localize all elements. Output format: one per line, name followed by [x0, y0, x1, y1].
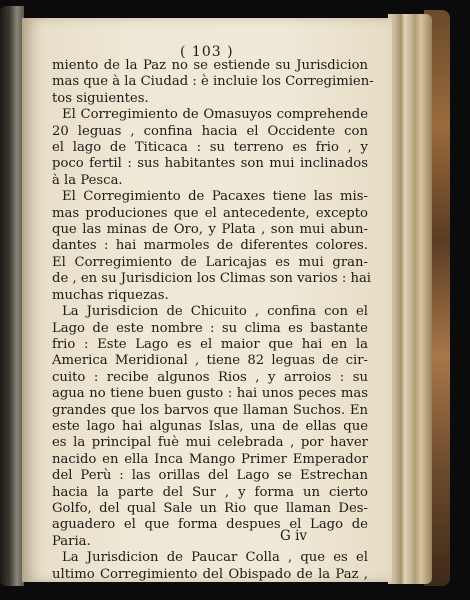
text-line: La Jurisdicion de Paucar Colla , que es el — [62, 550, 368, 566]
signature-mark: G iv — [280, 528, 308, 544]
body-text — [52, 58, 374, 583]
text-line: Lago de este nombre : su clima es bastante — [52, 320, 368, 336]
text-line: cuito : recibe algunos Rios , y arroios : su — [52, 369, 368, 385]
text-line: La Jurisdicion de Chicuito , confina con el — [62, 304, 368, 320]
text-line: El Corregimiento de Pacaxes tiene las mis- — [62, 189, 368, 205]
text-line: poco fertil : sus habitantes son mui inclinados — [52, 156, 368, 172]
text-line: à la Pesca. — [52, 172, 123, 188]
text-line: dantes : hai marmoles de diferentes colores. — [52, 238, 368, 254]
text-line: El Corregimiento de Laricajas es mui gran- — [52, 254, 368, 270]
text-line: Golfo, del qual Sale un Rio que llaman Des- — [52, 500, 368, 516]
text-line: frio : Este Lago es el maior que hai en la — [52, 336, 368, 352]
page-edges — [388, 14, 432, 584]
text-line: este lago hai algunas Islas, una de ellas que — [52, 418, 368, 434]
text-line: nacido en ella Inca Mango Primer Emperador — [52, 451, 368, 467]
book-cover-left — [0, 6, 24, 586]
text-line: que las minas de Oro, y Plata , son mui abun- — [52, 222, 368, 238]
text-line: es la principal fuè mui celebrada , por haver — [52, 435, 368, 451]
text-line: de , en su Jurisdicion los Climas son varios : hai — [52, 271, 372, 287]
page-number: ( 103 ) — [180, 44, 234, 60]
text-line: muchas riquezas. — [52, 287, 169, 303]
text-line: El Corregimiento de Omasuyos comprehende — [62, 107, 368, 123]
text-line: mas produciones que el antecedente, excepto — [52, 205, 368, 221]
text-line: America Meridional , tiene 82 leguas de cir- — [52, 353, 368, 369]
text-line: aguadero el que forma despues el Lago de — [52, 517, 368, 533]
text-line: hacia la parte del Sur , y forma un cierto — [52, 484, 368, 500]
text-line: 20 leguas , confina hacia el Occidente con — [52, 123, 368, 139]
text-line: Paria. — [52, 533, 91, 549]
text-line: agua no tiene buen gusto : hai unos peces mas — [52, 386, 368, 402]
text-line: ultimo Corregimiento del Obispado de la Paz , — [52, 566, 368, 582]
text-line: del Perù : las orillas del Lago se Estrechan — [52, 468, 368, 484]
text-line: tos siguientes. — [52, 90, 149, 106]
text-line: mas que à la Ciudad : è incluie los Corregimien- — [52, 74, 374, 90]
text-line: grandes que los barvos que llaman Suchos. En — [52, 402, 368, 418]
text-line: el lago de Titicaca : su terreno es frio , y — [52, 140, 368, 156]
text-line: miento de la Paz no se estiende su Jurisdicion — [52, 58, 368, 73]
